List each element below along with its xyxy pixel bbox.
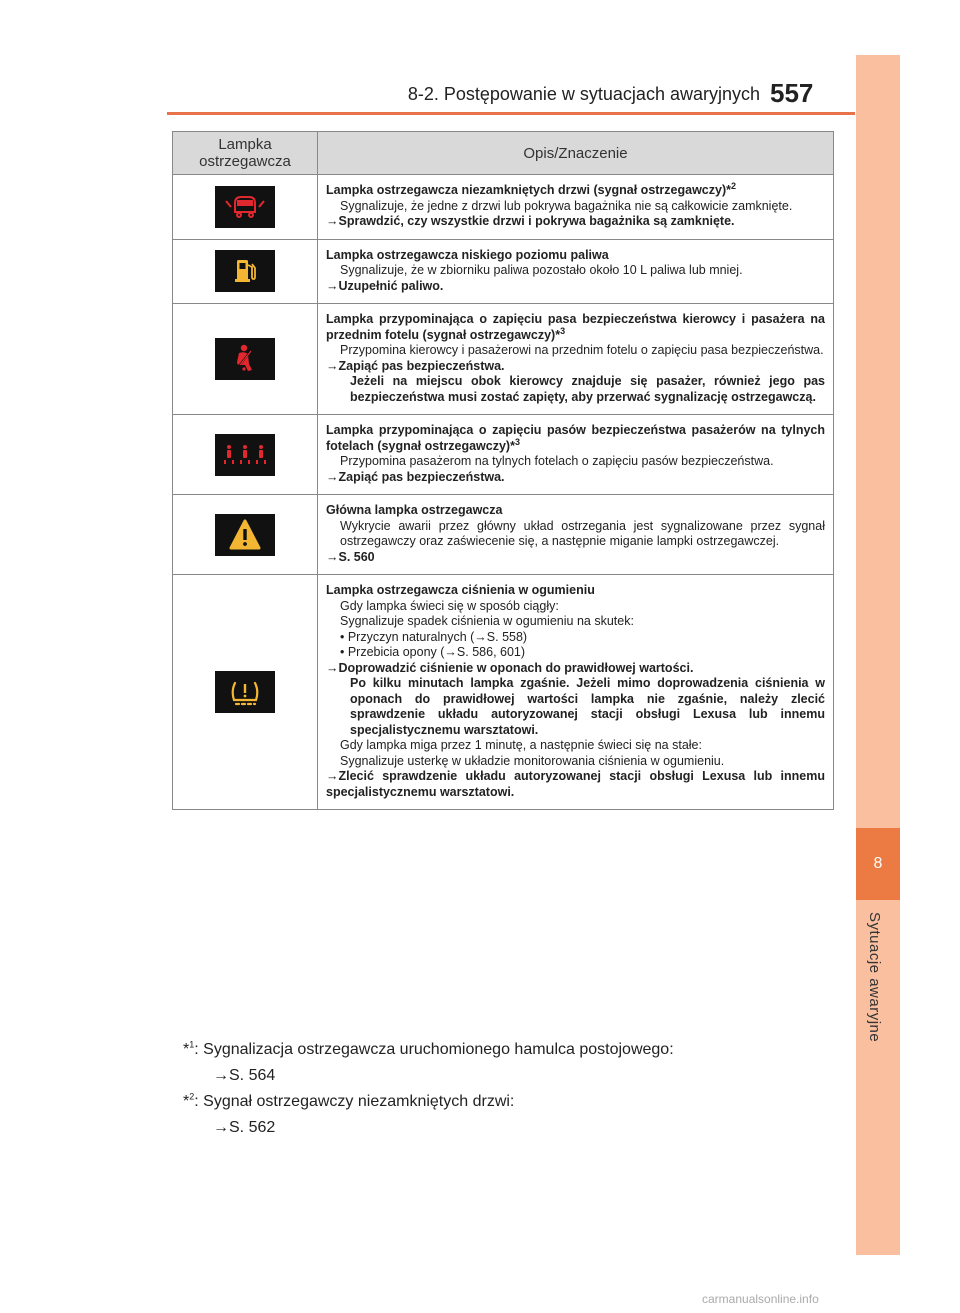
section-title: 8-2. Postępowanie w sytuacjach awaryjnych <box>407 84 760 104</box>
master-warning-icon <box>215 514 275 556</box>
col-header-description: Opis/Znaczenie <box>318 132 834 175</box>
footnote-item: *$^1$: Sygnalizacja ostrzegawcza uruchomionego hamulca postojowego: <box>183 1039 674 1058</box>
watermark: carmanualsonline.info <box>702 1292 819 1306</box>
col-header-icon: Lampka ostrzegawcza <box>173 132 318 175</box>
header-divider <box>167 112 855 115</box>
arrow-right-icon: → <box>326 549 339 564</box>
row-description: Gdy lampka świeci się w sposób ciągły: <box>340 598 559 613</box>
table-row <box>173 239 834 304</box>
row-description: Sygnalizuje usterkę w układzie monitorowania ciśnienia w ogumieniu. <box>340 753 725 768</box>
table-row <box>173 175 834 240</box>
row-title: Lampka ostrzegawcza niezamkniętych drzwi (sygnał ostrzegawczy)* <box>326 183 731 197</box>
row-action: Sprawdzić, czy wszystkie drzwi i pokrywa bagażnika są zamknięte. <box>338 214 735 228</box>
arrow-right-icon: → <box>326 469 339 484</box>
list-item: • Przebicia opony (→S. 586, 601) <box>340 645 526 659</box>
row-title: Główna lampka ostrzegawcza <box>326 503 503 517</box>
seatbelt-driver-icon <box>215 338 275 380</box>
warning-lights-table <box>172 131 834 810</box>
row-description: Sygnalizuje, że w zbiorniku paliwa pozostało około 10 L paliwa lub mniej. <box>340 263 743 277</box>
chapter-side-tab <box>856 55 900 1255</box>
seatbelt-rear-icon <box>215 434 275 476</box>
page-number: 557 <box>770 78 814 108</box>
row-action: Zapiąć pas bezpieczeństwa. <box>338 358 505 373</box>
row-description: Sygnalizuje, że jedne z drzwi lub pokrywa bagażnika nie są całkowicie zamknięte. <box>340 198 793 213</box>
low-fuel-icon <box>215 250 275 292</box>
row-action: Uzupełnić paliwo. <box>338 278 444 293</box>
table-row <box>173 415 834 495</box>
table-row <box>173 575 834 810</box>
footnote-item: *$^2$: Sygnał ostrzegawczy niezamkniętych drzwi: <box>183 1091 515 1110</box>
chapter-number: 8 <box>856 828 900 900</box>
row-description: Przypomina kierowcy i pasażerowi na przednim fotelu o zapięciu pasa bezpieczeństwa. <box>340 343 824 357</box>
row-action: Zapiąć pas bezpieczeństwa. <box>338 469 505 484</box>
row-description: Sygnalizuje spadek ciśnienia w ogumieniu na skutek: <box>340 614 634 628</box>
footnotes <box>183 1037 674 1141</box>
row-action: Doprowadzić ciśnienie w oponach do prawidłowej wartości. <box>338 660 694 675</box>
footnote-ref: 2 <box>731 180 737 191</box>
row-title: Lampka przypominająca o zapięciu pasów bezpieczeństwa pasażerów na tylnych fotelach (sygnał ostrzegawczy)* <box>326 423 825 453</box>
row-title: Lampka przypominająca o zapięciu pasa bezpieczeństwa kierowcy i pasażera na przednim fotelu (sygnał ostrzegawczy)* <box>326 312 825 342</box>
row-description: Gdy lampka miga przez 1 minutę, a następnie świeci się na stałe: <box>340 738 702 752</box>
row-description: Przypomina pasażerom na tylnych fotelach o zapięciu pasów bezpieczeństwa. <box>340 454 774 468</box>
arrow-right-icon: → <box>326 214 339 228</box>
chapter-label: Sytuacje awaryjne <box>866 912 883 1043</box>
row-action: Zlecić sprawdzenie układu autoryzowanej stacji obsługi Lexusa lub innemu specjalistycznemu warsztatowi. <box>326 769 825 799</box>
footnote-ref: 3 <box>514 436 520 447</box>
tire-pressure-icon <box>215 671 275 713</box>
arrow-right-icon: → <box>326 358 339 373</box>
door-open-warning-icon <box>215 186 275 228</box>
table-header-row <box>173 132 834 175</box>
arrow-right-icon: → <box>326 769 339 783</box>
row-action-note: Po kilku minutach lampka zgaśnie. Jeżeli mimo doprowadzenia ciśnienia w oponach do prawidłowej wartości lampka nie zgaśnie, należy zlecić sprawdzenie układu autoryzowanej stacji obsługi Lexusa lub innemu specjalistycznemu warsztatowi. <box>350 676 825 737</box>
row-action: S. 560 <box>338 549 375 564</box>
arrow-right-icon: → <box>326 660 339 675</box>
footnote-ref: 3 <box>560 325 566 336</box>
footnote-ref-link: →S. 562 <box>213 1119 276 1136</box>
list-item: • Przyczyn naturalnych (→S. 558) <box>340 629 528 644</box>
row-title: Lampka ostrzegawcza ciśnienia w ogumieniu <box>326 583 595 597</box>
footnote-ref-link: →S. 564 <box>213 1067 276 1084</box>
table-row <box>173 495 834 575</box>
row-action-note: Jeżeli na miejscu obok kierowcy znajduje się pasażer, również jego pas bezpieczeństwa musi zostać zapięty, aby przerwać sygnalizację ostrzegawczą. <box>350 374 825 404</box>
row-description: Wykrycie awarii przez główny układ ostrzegania jest sygnalizowane przez sygnał ostrzegawczy oraz zaświecenie się, a następnie miganie lampki ostrzegawczej. <box>340 518 825 548</box>
table-row <box>173 304 834 415</box>
row-title: Lampka ostrzegawcza niskiego poziomu paliwa <box>326 247 609 262</box>
arrow-right-icon: → <box>326 278 339 293</box>
